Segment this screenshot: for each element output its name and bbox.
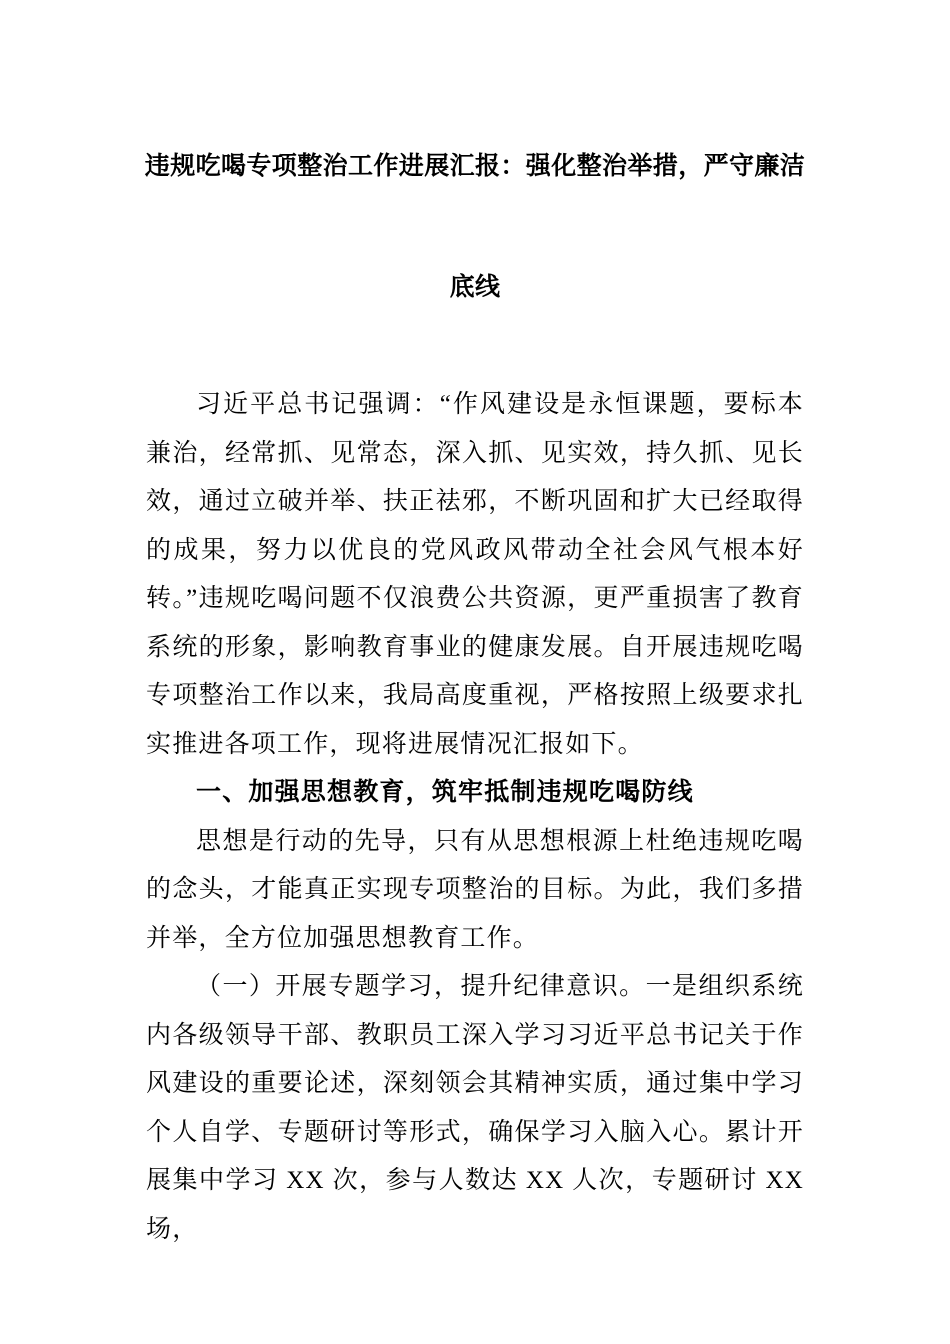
document-title: 违规吃喝专项整治工作进展汇报：强化整治举措，严守廉洁底线 <box>144 153 806 301</box>
paragraph-intro-quote: 习近平总书记强调：“作风建设是永恒课题，要标本兼治，经常抓、见常态，深入抓、见实效，持久抓、见长效，通过立破并举、扶正祛邪，不断巩固和扩大已经取得的成果，努力以优良的党风政风带动全社会风气根本好转。”违规吃喝问题不仅浪费公共资源，更严重损害了教育系统的形象，影响教育事业的健康发展。自开展违规吃喝专项整治工作以来，我局高度重视，严格按照上级要求扎实推进各项工作，现将进展情况汇报如下。 <box>146 391 804 758</box>
paragraph-thought-education: 思想是行动的先导，只有从思想根源上杜绝违规吃喝的念头，才能真正实现专项整治的目标。为此，我们多措并举，全方位加强思想教育工作。 <box>146 827 804 952</box>
section-heading-1: 一、加强思想教育，筑牢抵制违规吃喝防线 <box>196 779 694 806</box>
paragraph-special-study: （一）开展专题学习，提升纪律意识。一是组织系统内各级领导干部、教职员工深入学习习近平总书记关于作风建设的重要论述，深刻领会其精神实质，通过集中学习个人自学、专题研讨等形式，确保学习入脑入心。累计开展集中学习 XX 次，参与人数达 XX 人次，专题研讨 XX 场， <box>146 973 804 1243</box>
document-body <box>146 381 804 1254</box>
